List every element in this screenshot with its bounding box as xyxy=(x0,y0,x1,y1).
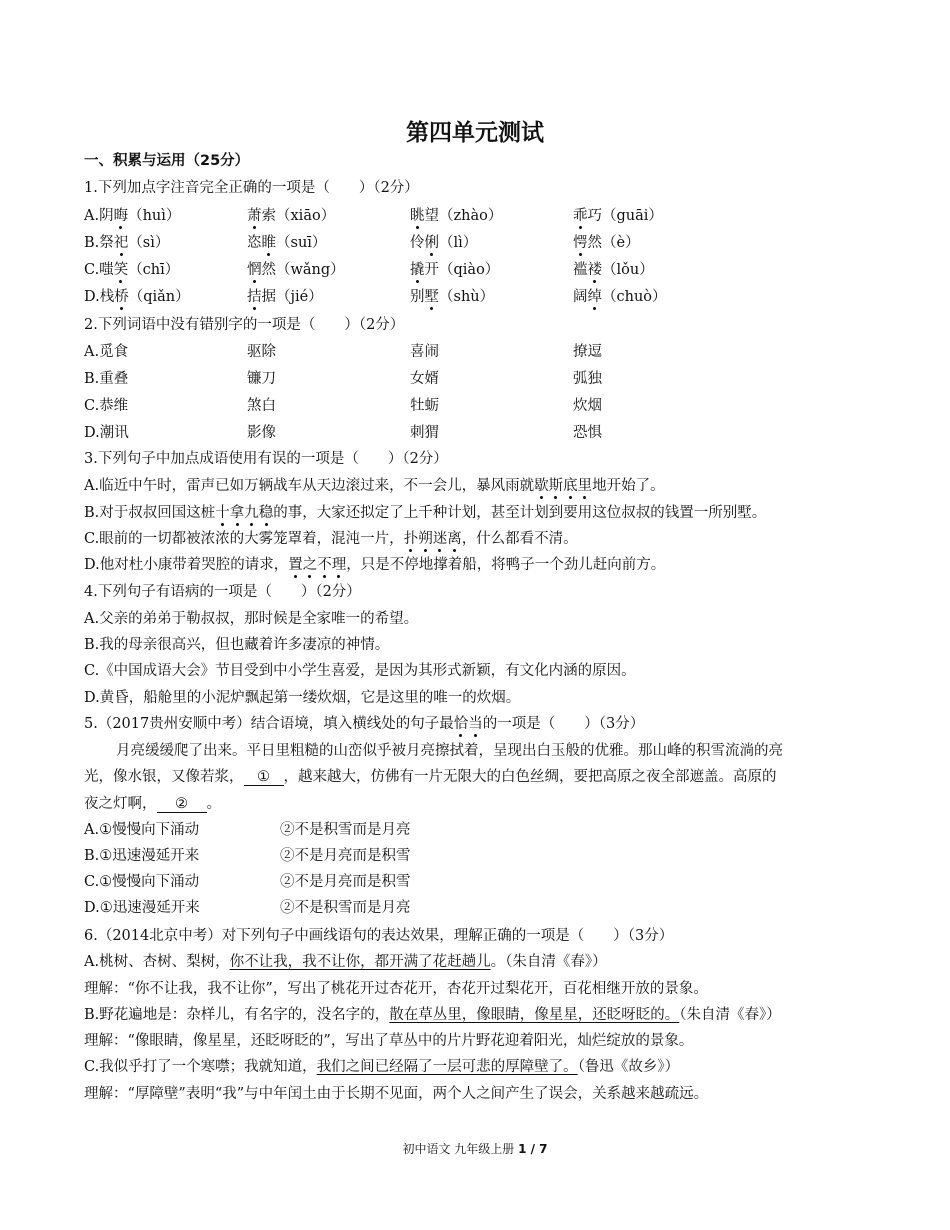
option-text: D.他对杜小康带着哭腔的请求， xyxy=(84,557,289,573)
option-cell: 影像 xyxy=(247,425,276,441)
option-text: 的事，大家还拟定了上千种计划，甚至计划到要用这位叔叔的钱置一所别墅。 xyxy=(273,505,767,521)
underlined-phrase: 散在草丛里，像眼睛，像星星，还眨呀眨的。 xyxy=(389,1007,680,1023)
option-text: A.临近中午时，雷声已如万辆战车从天边滚过来，不一会儿，暴风雨就 xyxy=(84,478,535,494)
passage-text: 夜之灯啊， xyxy=(84,796,157,812)
dotted-char: 迷 xyxy=(432,531,448,547)
question-3-option-a xyxy=(84,476,890,496)
option-cell: 拮据（jié） xyxy=(247,289,323,305)
question-4-stem: 4.下列句子有语病的一项是（ ）（2分） xyxy=(84,584,361,600)
option-cell: 伶俐（lì） xyxy=(410,235,478,251)
option-text: （朱自清《春》） xyxy=(679,1007,781,1023)
dotted-char: 十 xyxy=(215,505,230,521)
option-cell: 别墅（shù） xyxy=(410,289,495,305)
passage-line-1: 月亮缓缓爬了出来。平日里粗糙的山峦似乎被月亮擦拭着，呈现出白玉般的优雅。那山峰的积雪流淌的亮 xyxy=(116,743,783,759)
option-cell: 乖巧（guāi） xyxy=(573,208,663,224)
dotted-char: 祀 xyxy=(113,235,129,251)
option-cell: ②不是积雪而是月亮 xyxy=(280,822,411,838)
option-cell: A.阴晦（huì） xyxy=(84,208,181,224)
option-cell: 刺猬 xyxy=(410,425,439,441)
option-cell: 恣睢（suī） xyxy=(247,235,327,251)
dotted-char: 桥 xyxy=(114,289,129,305)
dotted-char: 萧 xyxy=(247,208,262,224)
option-cell: B.祭祀（sì） xyxy=(84,235,170,251)
question-3-stem: 3.下列句子中加点成语使用有误的一项是（ ）（2分） xyxy=(84,451,448,467)
option-cell: A.①慢慢向下涌动 xyxy=(84,822,200,838)
option-cell: C.①慢慢向下涌动 xyxy=(84,874,200,890)
question-6-explanation-c: 理解：“厚障壁”表明“我”与中年闰土由于长期不见面，两个人之间产生了误会，关系越来越疏远。 xyxy=(84,1086,709,1102)
dotted-char: 扑 xyxy=(403,531,419,547)
dotted-char: 眺 xyxy=(410,208,425,224)
dotted-char: 当 xyxy=(468,716,483,732)
option-cell: 驱除 xyxy=(247,344,276,360)
dotted-char: 九 xyxy=(244,505,259,521)
fill-blank-2: ② xyxy=(157,796,207,813)
dotted-char: 绰 xyxy=(587,289,602,305)
dotted-char: 拮 xyxy=(247,289,262,305)
option-cell: 眺望（zhào） xyxy=(410,208,503,224)
dotted-char: 斯 xyxy=(548,478,564,494)
dotted-word xyxy=(454,716,483,732)
option-cell: D.潮讯 xyxy=(84,425,129,441)
question-6-option-c xyxy=(84,1057,890,1077)
option-cell: B.重叠 xyxy=(84,371,129,387)
question-6-option-b xyxy=(84,1005,890,1025)
dotted-char: 朔 xyxy=(418,531,433,547)
dotted-idiom xyxy=(404,531,462,547)
stem-text: 的一项是（ ）（3分） xyxy=(482,716,645,732)
dotted-char: 恰 xyxy=(453,716,469,732)
fill-blank-1: ① xyxy=(244,769,284,786)
question-5-stem xyxy=(84,714,890,734)
question-3-option-c xyxy=(84,529,890,549)
question-3-option-b xyxy=(84,503,890,523)
question-6-option-a xyxy=(84,952,890,972)
option-cell: 镰刀 xyxy=(247,371,276,387)
option-cell: 女婿 xyxy=(410,371,439,387)
option-cell: D.①迅速漫延开来 xyxy=(84,900,200,916)
option-cell: 褴褛（lǒu） xyxy=(573,262,654,278)
option-cell: 牡蛎 xyxy=(410,398,439,414)
dotted-char: 墅 xyxy=(424,289,439,305)
dotted-char: 离 xyxy=(447,531,462,547)
dotted-char: 稳 xyxy=(258,505,274,521)
option-cell: C.恭维 xyxy=(84,398,129,414)
dotted-char: 拿 xyxy=(229,505,245,521)
question-2-stem: 2.下列词语中没有错别字的一项是（ ）（2分） xyxy=(84,317,405,333)
question-6-explanation-a: 理解：“你不让我，我不让你”，写出了桃花开过杏花开，杏花开过梨花开，百花相继开放的景象。 xyxy=(84,981,708,997)
dotted-char: 里 xyxy=(577,478,593,494)
passage-text: 光，像水银，又像若浆， xyxy=(84,769,244,785)
dotted-idiom xyxy=(288,557,346,573)
option-cell: ②不是积雪而是月亮 xyxy=(280,900,411,916)
option-text: 地开始了。 xyxy=(592,478,665,494)
option-text: （鲁迅《故乡》） xyxy=(577,1059,680,1075)
question-4-option-c: C.《中国成语大会》节目受到中小学生喜爱，是因为其形式新颖，有文化内涵的原因。 xyxy=(84,663,636,679)
option-cell: 撩逗 xyxy=(573,344,602,360)
option-text: B.对于叔叔回国这桩 xyxy=(84,505,216,521)
underlined-phrase: 你不让我，我不让你，都开满了花赶趟儿 xyxy=(229,954,491,970)
dotted-char: 不 xyxy=(317,557,332,573)
option-cell: 弧独 xyxy=(573,371,602,387)
dotted-idiom xyxy=(534,478,592,494)
dotted-char: 置 xyxy=(288,557,303,573)
option-cell: 萧索（xiāo） xyxy=(247,208,336,224)
dotted-char: 褛 xyxy=(587,262,602,278)
dotted-char: 歇 xyxy=(534,478,549,494)
dotted-char: 愕 xyxy=(573,235,588,251)
option-text: 。（朱自清《春》） xyxy=(490,954,607,970)
dotted-char: 理 xyxy=(331,557,347,573)
underlined-phrase: 我们之间已经隔了一层可悲的厚障壁了。 xyxy=(316,1059,578,1075)
option-cell: 愕然（è） xyxy=(573,235,640,251)
section-heading: 一、积累与运用（25分） xyxy=(84,153,250,169)
option-text: A.桃树、杏树、梨树， xyxy=(84,954,230,970)
question-4-option-d: D.黄昏，船舱里的小泥炉飘起第一缕炊烟，它是这里的唯一的炊烟。 xyxy=(84,690,521,706)
option-cell: 撬开（qiào） xyxy=(410,262,500,278)
question-6-explanation-b: 理解：“像眼睛，像星星，还眨呀眨的”，写出了草丛中的片片野花迎着阳光，灿烂绽放的景象。 xyxy=(84,1033,694,1049)
option-cell: D.栈桥（qiǎn） xyxy=(84,289,190,305)
option-cell: 喜闹 xyxy=(410,344,439,360)
dotted-char: 睢 xyxy=(261,235,276,251)
option-cell: 惘然（wǎng） xyxy=(247,262,345,278)
passage-text: 。 xyxy=(206,796,221,812)
question-6-stem: 6.（2014北京中考）对下列句子中画线语句的表达效果，理解正确的一项是（ ）（3分） xyxy=(84,928,674,944)
dotted-char: 乖 xyxy=(573,208,588,224)
option-text: B.野花遍地是：杂样儿，有名字的，没名字的， xyxy=(84,1007,390,1023)
dotted-char: 笑 xyxy=(113,262,129,278)
option-cell: C.嗤笑（chī） xyxy=(84,262,180,278)
option-cell: B.①迅速漫延开来 xyxy=(84,848,200,864)
passage-line-2 xyxy=(84,767,890,787)
option-cell: 炊烟 xyxy=(573,398,602,414)
passage-line-3 xyxy=(84,794,890,814)
stem-text: 5.（2017贵州安顺中考）结合语境，填入横线处的句子最 xyxy=(84,716,454,732)
page-number: 1 / 7 xyxy=(518,1142,548,1156)
option-cell: 恐惧 xyxy=(573,425,602,441)
dotted-char: 晦 xyxy=(113,208,129,224)
option-cell: A.觅食 xyxy=(84,344,129,360)
option-cell: 阔绰（chuò） xyxy=(573,289,667,305)
page-footer xyxy=(0,1140,950,1157)
footer-text: 初中语文 九年级上册 xyxy=(402,1142,519,1156)
option-text: ，只是不停地撑着船，将鸭子一个劲儿赶向前方。 xyxy=(346,557,666,573)
passage-text: ，越来越大，仿佛有一片无限大的白色丝绸，要把高原之夜全部遮盖。高原的 xyxy=(283,769,777,785)
option-text: C.我似乎打了一个寒噤；我就知道， xyxy=(84,1059,317,1075)
question-4-option-a: A.父亲的弟弟于勒叔叔，那时候是全家唯一的希望。 xyxy=(84,611,419,627)
option-cell: 煞白 xyxy=(247,398,276,414)
dotted-char: 之 xyxy=(302,557,318,573)
question-3-option-d xyxy=(84,555,890,575)
dotted-char: 俐 xyxy=(424,235,439,251)
option-text: C.眼前的一切都被浓浓的大雾笼罩着，混沌一片， xyxy=(84,531,404,547)
dotted-char: 底 xyxy=(563,478,578,494)
option-text: ，什么都看不清。 xyxy=(461,531,578,547)
dotted-char: 惘 xyxy=(247,262,262,278)
page-title: 第四单元测试 xyxy=(406,120,544,146)
question-4-option-b: B.我的母亲很高兴，但也藏着许多凄凉的神情。 xyxy=(84,637,390,653)
dotted-idiom xyxy=(215,505,273,521)
option-cell: ②不是月亮而是积雪 xyxy=(280,874,411,890)
option-cell: ②不是月亮而是积雪 xyxy=(280,848,411,864)
question-1-stem: 1.下列加点字注音完全正确的一项是（ ）（2分） xyxy=(84,180,419,196)
dotted-char: 撬 xyxy=(410,262,425,278)
